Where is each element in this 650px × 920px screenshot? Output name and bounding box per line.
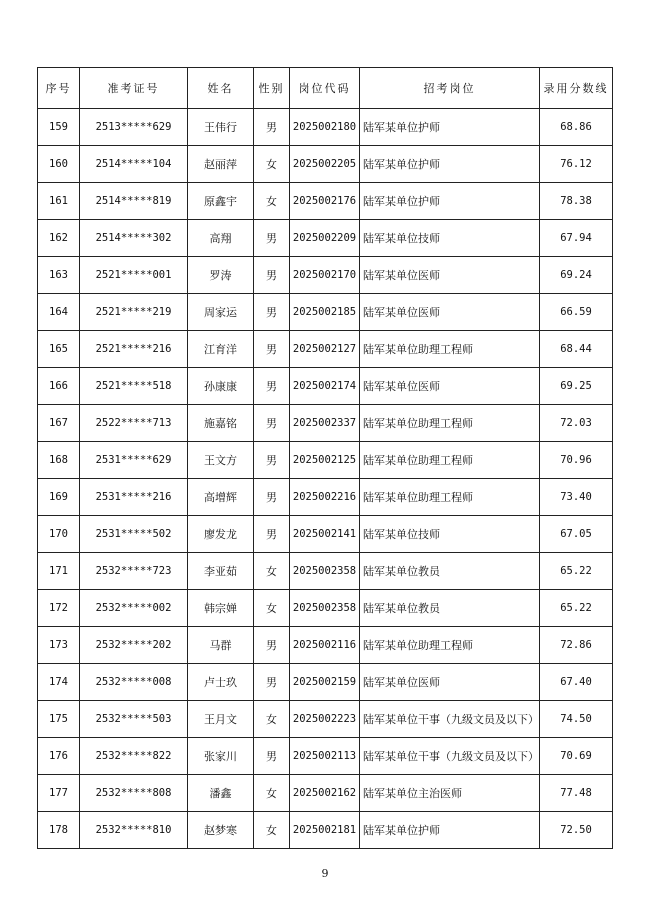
cell-score-line: 77.48: [540, 775, 613, 812]
cell-post-code: 2025002358: [290, 553, 360, 590]
cell-score-line: 70.69: [540, 738, 613, 775]
cell-serial: 167: [38, 405, 80, 442]
cell-post-code: 2025002113: [290, 738, 360, 775]
header-exam-id: 准考证号: [80, 68, 188, 109]
cell-exam-id: 2521*****001: [80, 257, 188, 294]
cell-score-line: 72.03: [540, 405, 613, 442]
cell-score-line: 72.86: [540, 627, 613, 664]
cell-exam-id: 2532*****008: [80, 664, 188, 701]
table-row: [38, 701, 613, 738]
cell-exam-id: 2532*****503: [80, 701, 188, 738]
cell-post-code: 2025002176: [290, 183, 360, 220]
page-number: 9: [321, 867, 329, 880]
cell-gender: 女: [254, 812, 290, 849]
cell-gender: 女: [254, 590, 290, 627]
cell-exam-id: 2532*****002: [80, 590, 188, 627]
cell-post: 陆军某单位护师: [360, 146, 540, 183]
cell-post-code: 2025002181: [290, 812, 360, 849]
cell-post: 陆军某单位教员: [360, 553, 540, 590]
cell-score-line: 67.05: [540, 516, 613, 553]
cell-exam-id: 2531*****629: [80, 442, 188, 479]
cell-score-line: 67.40: [540, 664, 613, 701]
cell-name: 李亚茹: [188, 553, 254, 590]
table-row: [38, 627, 613, 664]
header-serial: 序号: [38, 68, 80, 109]
cell-name: 高增辉: [188, 479, 254, 516]
cell-serial: 164: [38, 294, 80, 331]
cell-score-line: 66.59: [540, 294, 613, 331]
cell-post: 陆军某单位主治医师: [360, 775, 540, 812]
table-row: [38, 516, 613, 553]
cell-post-code: 2025002337: [290, 405, 360, 442]
cell-post-code: 2025002116: [290, 627, 360, 664]
table-row: [38, 590, 613, 627]
cell-gender: 女: [254, 183, 290, 220]
cell-post-code: 2025002209: [290, 220, 360, 257]
cell-score-line: 70.96: [540, 442, 613, 479]
cell-post: 陆军某单位技师: [360, 516, 540, 553]
cell-post-code: 2025002170: [290, 257, 360, 294]
cell-name: 赵丽萍: [188, 146, 254, 183]
table-row: [38, 479, 613, 516]
table-row: [38, 738, 613, 775]
cell-post-code: 2025002162: [290, 775, 360, 812]
cell-serial: 176: [38, 738, 80, 775]
cell-post: 陆军某单位医师: [360, 294, 540, 331]
cell-post-code: 2025002174: [290, 368, 360, 405]
cell-serial: 165: [38, 331, 80, 368]
cell-name: 潘鑫: [188, 775, 254, 812]
cell-name: 王文方: [188, 442, 254, 479]
cell-exam-id: 2532*****822: [80, 738, 188, 775]
cell-post: 陆军某单位干事（九级文员及以下）: [360, 738, 540, 775]
cell-gender: 男: [254, 294, 290, 331]
cell-gender: 男: [254, 331, 290, 368]
cell-score-line: 65.22: [540, 590, 613, 627]
cell-exam-id: 2532*****808: [80, 775, 188, 812]
cell-serial: 160: [38, 146, 80, 183]
cell-serial: 170: [38, 516, 80, 553]
cell-serial: 172: [38, 590, 80, 627]
cell-post-code: 2025002216: [290, 479, 360, 516]
cell-gender: 男: [254, 220, 290, 257]
cell-name: 孙康康: [188, 368, 254, 405]
cell-post: 陆军某单位助理工程师: [360, 405, 540, 442]
table-row: [38, 775, 613, 812]
cell-gender: 男: [254, 627, 290, 664]
results-table: [37, 67, 613, 849]
cell-name: 江育洋: [188, 331, 254, 368]
cell-name: 廖发龙: [188, 516, 254, 553]
cell-exam-id: 2532*****202: [80, 627, 188, 664]
cell-name: 赵梦寒: [188, 812, 254, 849]
cell-serial: 159: [38, 109, 80, 146]
cell-score-line: 68.44: [540, 331, 613, 368]
cell-serial: 175: [38, 701, 80, 738]
cell-serial: 171: [38, 553, 80, 590]
cell-gender: 男: [254, 109, 290, 146]
cell-gender: 女: [254, 146, 290, 183]
table-row: [38, 442, 613, 479]
cell-post-code: 2025002159: [290, 664, 360, 701]
table-body: [38, 109, 613, 849]
cell-gender: 女: [254, 553, 290, 590]
header-gender: 性别: [254, 68, 290, 109]
cell-serial: 168: [38, 442, 80, 479]
cell-post: 陆军某单位护师: [360, 183, 540, 220]
cell-post: 陆军某单位护师: [360, 109, 540, 146]
cell-exam-id: 2513*****629: [80, 109, 188, 146]
cell-serial: 174: [38, 664, 80, 701]
table-row: [38, 183, 613, 220]
cell-serial: 163: [38, 257, 80, 294]
cell-post-code: 2025002125: [290, 442, 360, 479]
cell-post-code: 2025002185: [290, 294, 360, 331]
cell-score-line: 73.40: [540, 479, 613, 516]
cell-gender: 男: [254, 479, 290, 516]
table-row: [38, 146, 613, 183]
table-header-row: [38, 68, 613, 109]
cell-exam-id: 2521*****216: [80, 331, 188, 368]
cell-exam-id: 2532*****723: [80, 553, 188, 590]
cell-gender: 女: [254, 775, 290, 812]
cell-name: 高翔: [188, 220, 254, 257]
cell-serial: 166: [38, 368, 80, 405]
cell-serial: 173: [38, 627, 80, 664]
cell-name: 马群: [188, 627, 254, 664]
cell-score-line: 74.50: [540, 701, 613, 738]
table-row: [38, 331, 613, 368]
table-row: [38, 109, 613, 146]
cell-score-line: 68.86: [540, 109, 613, 146]
cell-name: 王月文: [188, 701, 254, 738]
cell-serial: 161: [38, 183, 80, 220]
cell-score-line: 69.24: [540, 257, 613, 294]
cell-name: 周家运: [188, 294, 254, 331]
cell-serial: 162: [38, 220, 80, 257]
cell-exam-id: 2514*****302: [80, 220, 188, 257]
cell-post: 陆军某单位助理工程师: [360, 627, 540, 664]
cell-exam-id: 2521*****219: [80, 294, 188, 331]
cell-post: 陆军某单位技师: [360, 220, 540, 257]
cell-post: 陆军某单位助理工程师: [360, 479, 540, 516]
table-row: [38, 294, 613, 331]
cell-exam-id: 2522*****713: [80, 405, 188, 442]
cell-post: 陆军某单位医师: [360, 664, 540, 701]
header-post-code: 岗位代码: [290, 68, 360, 109]
cell-score-line: 76.12: [540, 146, 613, 183]
cell-post: 陆军某单位教员: [360, 590, 540, 627]
cell-post: 陆军某单位护师: [360, 812, 540, 849]
cell-score-line: 72.50: [540, 812, 613, 849]
cell-gender: 男: [254, 664, 290, 701]
cell-exam-id: 2532*****810: [80, 812, 188, 849]
cell-post-code: 2025002141: [290, 516, 360, 553]
cell-name: 原鑫宇: [188, 183, 254, 220]
cell-score-line: 65.22: [540, 553, 613, 590]
cell-name: 张家川: [188, 738, 254, 775]
cell-score-line: 69.25: [540, 368, 613, 405]
cell-name: 王伟行: [188, 109, 254, 146]
cell-exam-id: 2514*****819: [80, 183, 188, 220]
cell-score-line: 67.94: [540, 220, 613, 257]
cell-name: 施嘉铭: [188, 405, 254, 442]
cell-post: 陆军某单位助理工程师: [360, 331, 540, 368]
cell-post-code: 2025002180: [290, 109, 360, 146]
cell-gender: 女: [254, 701, 290, 738]
cell-exam-id: 2514*****104: [80, 146, 188, 183]
cell-serial: 177: [38, 775, 80, 812]
cell-serial: 169: [38, 479, 80, 516]
table-row: [38, 664, 613, 701]
cell-gender: 男: [254, 442, 290, 479]
table-row: [38, 368, 613, 405]
cell-post: 陆军某单位医师: [360, 368, 540, 405]
table-row: [38, 405, 613, 442]
cell-post-code: 2025002205: [290, 146, 360, 183]
cell-name: 韩宗婵: [188, 590, 254, 627]
cell-exam-id: 2521*****518: [80, 368, 188, 405]
cell-exam-id: 2531*****216: [80, 479, 188, 516]
cell-gender: 男: [254, 257, 290, 294]
cell-gender: 男: [254, 405, 290, 442]
header-name: 姓名: [188, 68, 254, 109]
cell-name: 罗涛: [188, 257, 254, 294]
header-score-line: 录用分数线: [540, 68, 613, 109]
cell-gender: 男: [254, 738, 290, 775]
table-row: [38, 220, 613, 257]
cell-post-code: 2025002223: [290, 701, 360, 738]
cell-post: 陆军某单位医师: [360, 257, 540, 294]
results-table-container: [37, 67, 613, 849]
cell-post: 陆军某单位干事（九级文员及以下）: [360, 701, 540, 738]
cell-name: 卢士玖: [188, 664, 254, 701]
cell-serial: 178: [38, 812, 80, 849]
table-row: [38, 553, 613, 590]
table-row: [38, 257, 613, 294]
cell-post: 陆军某单位助理工程师: [360, 442, 540, 479]
cell-gender: 男: [254, 516, 290, 553]
cell-exam-id: 2531*****502: [80, 516, 188, 553]
cell-score-line: 78.38: [540, 183, 613, 220]
header-post: 招考岗位: [360, 68, 540, 109]
cell-gender: 男: [254, 368, 290, 405]
cell-post-code: 2025002358: [290, 590, 360, 627]
table-row: [38, 812, 613, 849]
cell-post-code: 2025002127: [290, 331, 360, 368]
